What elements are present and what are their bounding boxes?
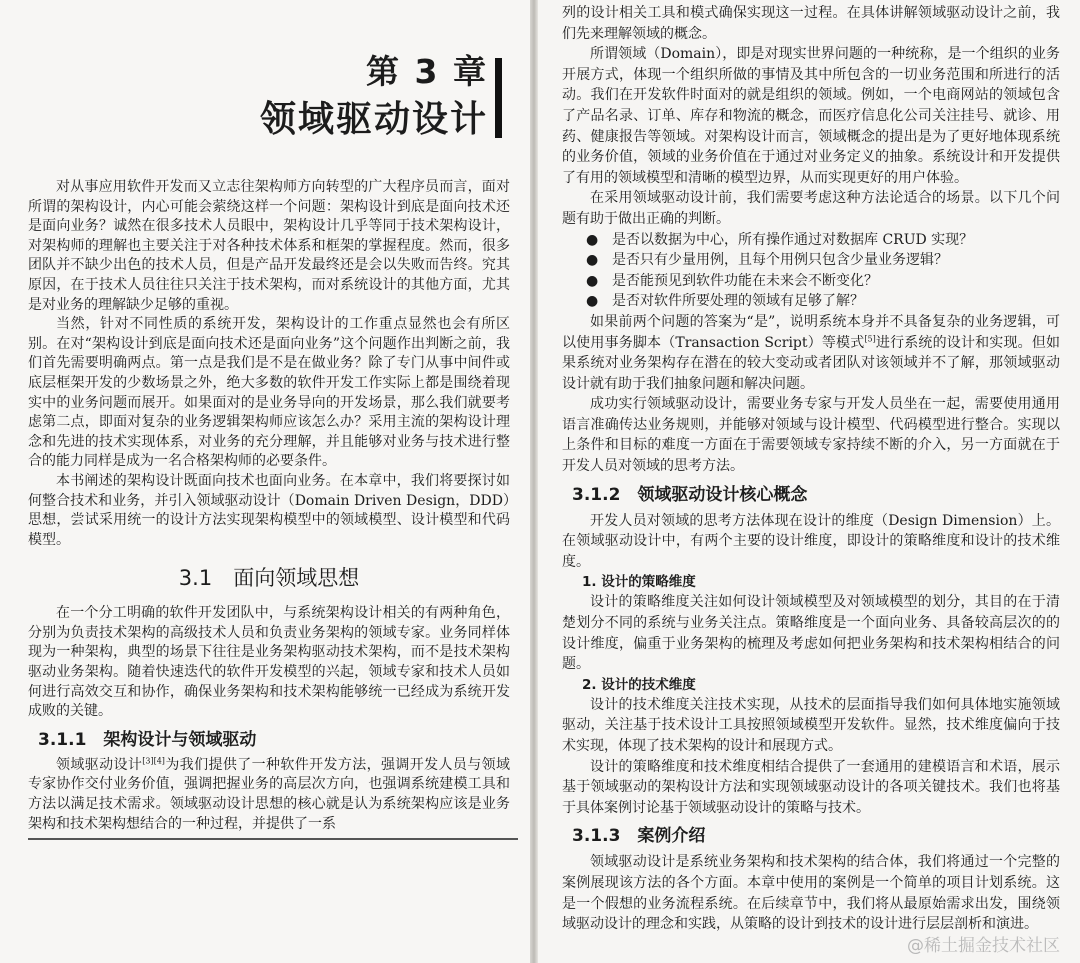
chapter-bar bbox=[495, 58, 502, 138]
item-1-title: 1. 设计的策略维度 bbox=[582, 574, 696, 591]
bullet-item bbox=[586, 250, 1060, 271]
page-gutter bbox=[530, 0, 538, 963]
right-page bbox=[538, 0, 1080, 963]
item-2-title: 2. 设计的技术维度 bbox=[582, 676, 696, 693]
bullet-text: 是否能预见到软件功能在未来会不断变化？ bbox=[612, 272, 878, 289]
watermark: @稀土掘金技术社区 bbox=[907, 935, 1060, 956]
para-text: 领域驱动设计 bbox=[56, 756, 143, 773]
page-bottom-rule bbox=[28, 838, 518, 840]
subsection-title-3-1-1: 3.1.1 架构设计与领域驱动 bbox=[38, 729, 257, 750]
para-text: 为我们提供了一种软件开发方法，强调开发人员与领域专家协作交付业务价值，强调把握业务的高层次方向，也强调系统建模工具和方法以满足技术需求。领域驱动设计思想的核心就是认为系统架构应该是业务架构和技术架构想结合的一种过程，并提供了一系 bbox=[28, 756, 510, 832]
section-title: 3.1 面向领域思想 bbox=[178, 566, 360, 591]
domain-paragraph: 所谓领域（Domain），即是对现实世界问题的一种统称，是一个组织的业务开展方式，体现一个组织所做的事情及其中所包含的一切业务范围和所进行的活动。我们在开发软件时面对的就是组织的领域。例如，一个电商网站的领域包含了产品名录、订单、库存和物流的概念，而医疗信息化公司关注挂号、就诊、用药、健康报告等领域。对架构设计而言，领域概念的提出是为了更好地体现系统的业务价值，领域的业务价值在于通过对业务定义的抽象。系统设计和开发提供了有用的领域模型和清晰的模型边界，从而实现更好的用户体验。 bbox=[562, 46, 1060, 186]
left-page bbox=[0, 0, 530, 963]
case-paragraph: 领域驱动设计是系统业务架构和技术架构的结合体，我们将通过一个完整的案例展现该方法的各个方面。本章中使用的案例是一个简单的项目计划系统。这是一个假想的业务流程系统。在后续章节中，我们将从最原始需求出发，围绕领域驱动设计的理念和实践，从策略的设计到技术的设计进行层层剖析和演进。 bbox=[562, 854, 1060, 933]
chapter-title: 领域驱动设计 bbox=[259, 99, 488, 140]
bullet-text: 是否只有少量用例，且每个用例只包含少量业务逻辑？ bbox=[612, 252, 948, 269]
bullet-item bbox=[586, 291, 1060, 312]
answer-paragraph bbox=[562, 312, 1060, 394]
item-2-text: 设计的技术维度关注技术实现，从技术的层面指导我们如何具体地实施领域驱动，关注基于技术设计工具按照领域模型开发软件。显然，技术维度偏向于技术实现，体现了技术架构的设计和展现方式。 bbox=[562, 696, 1060, 754]
para-text: 进行系统的设计和实现。但如果系统对业务架构存在潜在的较大变动或者团队对该领域并不了解，那领域驱动设计就有助于我们抽象问题和解决问题。 bbox=[562, 334, 1060, 392]
chapter-header bbox=[28, 0, 510, 178]
intro-paragraph-1: 对从事应用软件开发而又立志往架构师方向转型的广大程序员而言，面对所谓的架构设计，内心可能会萦绕这样一个问题：架构设计到底是面向技术还是面向业务？诚然在很多技术人员眼中，架构设计几乎等同于技术架构设计，对架构师的理解也主要关注于对各种技术体系和框架的掌握程度。然而，很多团队并不缺少出色的技术人员，但是产品开发最终还是会以失败而告终。究其原因，在于技术人员往往只关注于技术架构，而对系统设计的其他方面，尤其是对业务的理解缺少足够的重视。 bbox=[28, 179, 510, 313]
bullet-icon: ● bbox=[586, 231, 599, 248]
para-text: 如果前两个问题的答案为“是”，说明系统本身并不具备复杂的业务逻辑，可以使用事务脚本（Transaction Script）等模式 bbox=[562, 313, 1060, 351]
bullet-item bbox=[586, 230, 1060, 251]
bullet-icon: ● bbox=[586, 272, 599, 289]
subsection-title-3-1-3: 3.1.3 案例介绍 bbox=[572, 826, 706, 847]
combined-paragraph: 设计的策略维度和技术维度相结合提供了一套通用的建模语言和术语，展示基于领域驱动的架构设计方法和实现领域驱动设计的各项关键技术。我们也将基于具体案例讨论基于领域驱动设计的策略与技术。 bbox=[562, 758, 1060, 816]
bullet-icon: ● bbox=[586, 252, 599, 269]
continued-paragraph: 列的设计相关工具和模式确保实现这一过程。在具体讲解领域驱动设计之前，我们先来理解领域的概念。 bbox=[562, 5, 1060, 42]
intro-paragraph-2: 当然，针对不同性质的系统开发，架构设计的工作重点显然也会有所区别。在对“架构设计到底是面向技术还是面向业务”这个问题作出判断之前，我们首先需要明确两点。第一点是我们是不是在做业务？除了专门从事中间件或底层框架开发的少数场景之外，绝大多数的软件开发工作实际上都是围绕着现实中的业务问题而展开。如果面对的是业务导向的开发场景，那么我们就要考虑第二点，即面对复杂的业务逻辑架构师应该怎么办？采用主流的架构设计理念和先进的技术实现体系，对业务的充分理解，并且能够对业务与技术进行整合的能力同样是成为一名合格架构师的必要条件。 bbox=[28, 316, 510, 470]
item-1-text: 设计的策略维度关注如何设计领域模型及对领域模型的划分，其目的在于清楚划分不同的系统与业务关注点。策略维度是一个面向业务、具备较高层次的的设计维度，偏重于业务架构的梳理及考虑如何把业务架构和技术架构相结合的问题。 bbox=[562, 594, 1060, 673]
bullet-text: 是否以数据为中心，所有操作通过对数据库 CRUD 实现？ bbox=[612, 231, 974, 248]
bullet-icon: ● bbox=[586, 293, 599, 310]
intro-paragraph-3: 本书阐述的架构设计既面向技术也面向业务。在本章中，我们将要探讨如何整合技术和业务，并引入领域驱动设计（Domain Driven Design，DDD）思想，尝试采用统一的设计方法实现架构模型中的领域模型、设计模型和代码模型。 bbox=[28, 472, 510, 548]
bullet-text: 是否对软件所要处理的领域有足够了解？ bbox=[612, 293, 864, 310]
citation: [3][4] bbox=[142, 756, 165, 766]
citation: [5] bbox=[864, 333, 876, 343]
bullet-item bbox=[586, 271, 1060, 292]
scenario-paragraph: 在采用领域驱动设计前，我们需要考虑这种方法论适合的场景。以下几个问题有助于做出正确的判断。 bbox=[562, 190, 1060, 227]
success-paragraph: 成功实行领域驱动设计，需要业务专家与开发人员坐在一起，需要使用通用语言准确传达业务规则，并能够对领域与设计模型、代码模型进行整合。实现以上条件和目标的难度一方面在于需要领域专家持续不断的介入，另一方面就在于开发人员对领域的思考方法。 bbox=[562, 396, 1060, 475]
subsection-paragraph bbox=[28, 756, 510, 834]
section-paragraph: 在一个分工明确的软件开发团队中，与系统架构设计相关的有两种角色，分别为负责技术架构的高级技术人员和负责业务架构的领域专家。业务同样体现为一种架构，典型的场景下往往是业务架构驱动技术架构，而不是技术架构驱动业务架构。随着快速迭代的软件开发模型的兴起，领域专家和技术人员如何进行高效交互和协作，确保业务架构和技术架构能够统一已经成为系统开发成败的关键。 bbox=[28, 605, 510, 720]
subsection-title-3-1-2: 3.1.2 领域驱动设计核心概念 bbox=[572, 484, 808, 505]
dimension-paragraph: 开发人员对领域的思考方法体现在设计的维度（Design Dimension）上。在领域驱动设计中，有两个主要的设计维度，即设计的策略维度和设计的技术维度。 bbox=[562, 512, 1060, 570]
chapter-number: 第 3 章 bbox=[366, 52, 488, 91]
